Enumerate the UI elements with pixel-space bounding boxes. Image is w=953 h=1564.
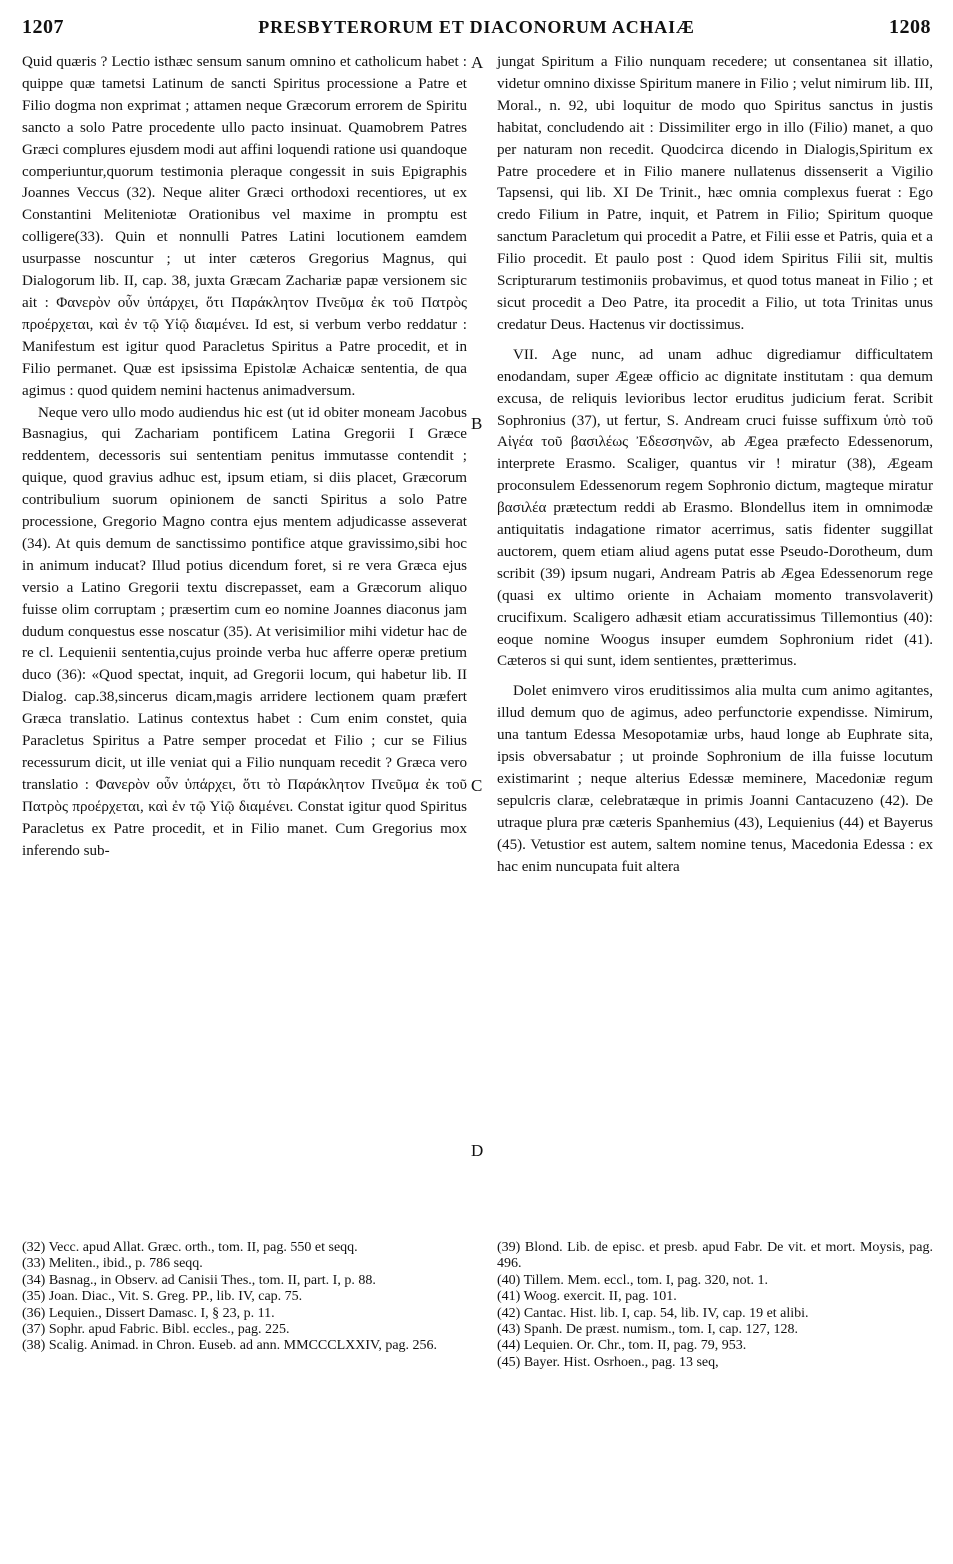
footnote: (34) Basnag., in Observ. ad Canisii Thes., tom. II, part. I, p. 88. [22,1272,376,1288]
right-paragraph-2: VII. Age nunc, ad unam adhuc digrediamur difficultatem enodandam, super Ægeæ officio ac dignitate institutam : qua demum excusa, de reliquis levioribus lector eruditus judicium ferat. Scribit Sophronius (37), ut fertur, S. Andream cruci fuisse suffixum ὑπὸ τοῦ Αἰγέα τοῦ βασιλέως Ἐδεσσηνῶν, ab Ægea præfecto Edessenorum, interprete Erasmo. Scaliger, quantus vir ! miratur (38), Ægeam proconsulem Edessenorum regem Sophronio dictum, magteque miratur βασιλέα prætectum reddi ab Erasmo. Blondellus item in omnimodæ antiquitatis indagatione rimator acerrimus, satis fidenter suggillat auctorem, quem etiam aliud agens putat esse Pseudo-Dorotheum, dum scribit (39) ipsum nugari, Andream Patris ab Ægea Edessenorum rege (quasi ex ultimo oriente in Achaiam momento transvolaverit) crucifixum. Scaligero adhæsit etiam accuratissimus Tillemontius (40): eoque nomine Woogus insuper eumdem Sophronium ridet (41). Cæteros si qui sunt, idem sentientes, prætterimus. [497,346,933,670]
footnote: (40) Tillem. Mem. eccl., tom. I, pag. 320, not. 1. [497,1272,769,1288]
footnote: (42) Cantac. Hist. lib. I, cap. 54, lib. IV, cap. 19 et alibi. [497,1305,809,1321]
footnote: (41) Woog. exercit. II, pag. 101. [497,1289,677,1305]
right-column [497,52,933,879]
footnote: (33) Meliten., ibid., p. 786 seqq. [22,1256,203,1272]
column-marker-d: D [471,1141,484,1160]
running-title: PRESBYTERORUM ET DIACONORUM ACHAIÆ [258,17,695,37]
footnote: (44) Lequien. Or. Chr., tom. II, pag. 79, 953. [497,1338,747,1354]
left-paragraph-1: Quid quæris ? Lectio isthæc sensum sanum omnino et catholicum habet : quippe quæ tametsi Latinum de sancti Spiritus processione a Patre et Filio dogma non exprimat ; attamen neque Græcorum errorem de Spiritu sancto a solo Patre procedente ullo pacto insinuat. Quamobrem Patres Græci complures ejusdem modi aut affini loquendi ratione usi quandoque comperiuntur,quorum testimonia pleraque congessit in suis Epigraphis Joannes Veccus (32). Neque aliter Græci orthodoxi recentiores, ut ex Constantini Meliteniotæ Orationibus vel maxime in promptu est colligere(33). Quin et nonnulli Patres Latini locutionem eamdem usurpasse noscuntur ; ut inter cæteros Gregorius Magnus, qui Dialogorum lib. II, cap. 38, juxta Græcam Zachariæ papæ versionem sic ait : Φανερὸν οὖν ὑπάρχει, ὅτι Παράκλητον Πνεῦμα ἐκ τοῦ Πατρὸς προέρχεται, καὶ ἐν τῷ Υἱῷ διαμένει. Id est, si verbum verbo reddatur : Manifestum est igitur quod Paracletus Spiritus a Patre procedit, et in Filio permanet. Quæ est ipsissima Epistolæ Achaicæ sententia, de qua agimus : quod quidem nemini hactenus animadversum. [22,54,467,399]
footnote: (39) Blond. Lib. de episc. et presb. apud Fabr. De vit. et mort. Moysis, pag. 496. [497,1240,933,1272]
page-number-left: 1207 [22,16,64,38]
footnote: (38) Scalig. Animad. in Chron. Euseb. ad ann. MMCCCLXXIV, pag. 256. [22,1338,438,1354]
footnote: (35) Joan. Diac., Vit. S. Greg. PP., lib. IV, cap. 75. [22,1289,303,1305]
right-paragraph-1: jungat Spiritum a Filio nunquam recedere; ut consentanea sit illatio, videtur omnino dixisse Spiritum manere in Filio ; velut nimirum lib. III, Moral., n. 92, ubi loquitur de modo quo Spiritus sanctus in justis habitat, concludendo ait : Dissimiliter ergo in illo (Filio) manet, a quo per naturam non recedit. Quodcirca dicendo in Dialogis,Spiritum ex Patre procedere et in Filio manere nullatenus dissenserit a Vigilio Tapsensi, qui lib. XI De Trinit., hæc omnia complexus fuerat : Ego credo Filium in Patre, inquit, et Patrem in Filio; Spiritum quoque sanctum Paracletum qui procedit a Patre, et Filii esse et Patris, quia et a Filio procedit. Et paulo post : Quod idem Spiritus Filii sit, multis Scripturarum testimoniis probavimus, et quod totus maneat in Filio ; et sicut procedit a Deo Patre, ita procedit a Filio, ut tota Trinitas unus credatur Deus. Hactenus vir doctissimus. [497,54,933,333]
page-header [22,16,931,44]
footnotes-left [22,1240,467,1355]
page-number-right: 1208 [889,16,931,38]
footnote: (36) Lequien., Dissert Damasc. I, § 23, p. 11. [22,1305,275,1321]
footnotes-right [497,1240,933,1371]
footnote: (45) Bayer. Hist. Osrhoen., pag. 13 seq, [497,1354,719,1370]
footnote: (43) Spanh. De præst. numism., tom. I, cap. 127, 128. [497,1322,798,1338]
column-marker-a: A [471,53,484,72]
column-marker-c: C [471,776,483,795]
footnote: (37) Sophr. apud Fabric. Bibl. eccles., pag. 225. [22,1322,290,1338]
column-marker-b: B [471,414,483,433]
left-column [22,52,467,863]
left-paragraph-2: Neque vero ullo modo audiendus hic est (ut id obiter moneam Jacobus Basnagius, qui Zachariam pontificem Latina Gregorii I Græce reddentem, decessoris sui sententiam penitus immutasse contendit ; quique, quod gravius adhuc est, ipsum etiam, si diis placet, Græcorum contribulium suorum opinionem de sancti Spiritus a solo Patre processione, Gregorio Magno contra ejus mentem adjudicasse asseverat (34). At quis demum de sanctissimo pontifice atque gravissimo,sibi hoc in animum inducat? Illud potius dicendum foret, si re vera Græca ejus versio a Latino Gregorii textu discrepasset, eam a Græcorum aliquo fuisse olim corruptam ; præsertim cum eo nomine Joannes diaconus jam dudum conquestus esse noscatur (35). At verisimilior mihi videtur hac de re cl. Lequienii sententia,cujus proinde verba huc afferre operæ pretium duco (36): «Quod spectat, inquit, ad Gregorii locum, qui habetur lib. II Dialog. cap.38,sincerus dicam,magis arridere lectionem quam præfert Græca translatio. Latinus contextus habet : Cum enim constet, quia Paracletus Spiritus a Patre semper procedat et Filio ; cur se Filius recessurum dicit, ut ille veniat qui a Filio nunquam recedit ? Græca vero translatio : Φανερὸν οὖν ὑπάρχει, ὅτι τὸ Παράκλητον Πνεῦμα ἐκ τοῦ Πατρὸς προέρχεται, καὶ ἐν τῷ Υἱῷ διαμένει. Constat igitur quod Spiritus Paracletus ex Patre procedit, et in Filio manet. Cum Gregorius mox inferendo sub- [22,404,467,859]
footnote: (32) Vecc. apud Allat. Græc. orth., tom. II, pag. 550 et seqq. [22,1240,358,1255]
right-paragraph-3: Dolet enimvero viros eruditissimos alia multa cum animo agitantes, illud demum quo de agimus, adeo perfunctorie expendisse. Nimirum, una tantum Edessa Mesopotamiæ urbs, haud longe ab Euphrate sita, ipsis obversabatur ; ut proinde Sophronium de illa fuisse locutum existimarint ; neque alterius Edessæ meminere, Macedoniæ regum sepulcris claræ, celebratæque in primis Joanni Cantacuzeno (42). De utraque plura præ cæteris Spanhemius (43), Lequienius (44) et Bayerus (45). Vetustior est autem, saltem nomine tenus, Macedonia Edessa : ex hac enim nuncupata fuit altera [497,683,933,875]
